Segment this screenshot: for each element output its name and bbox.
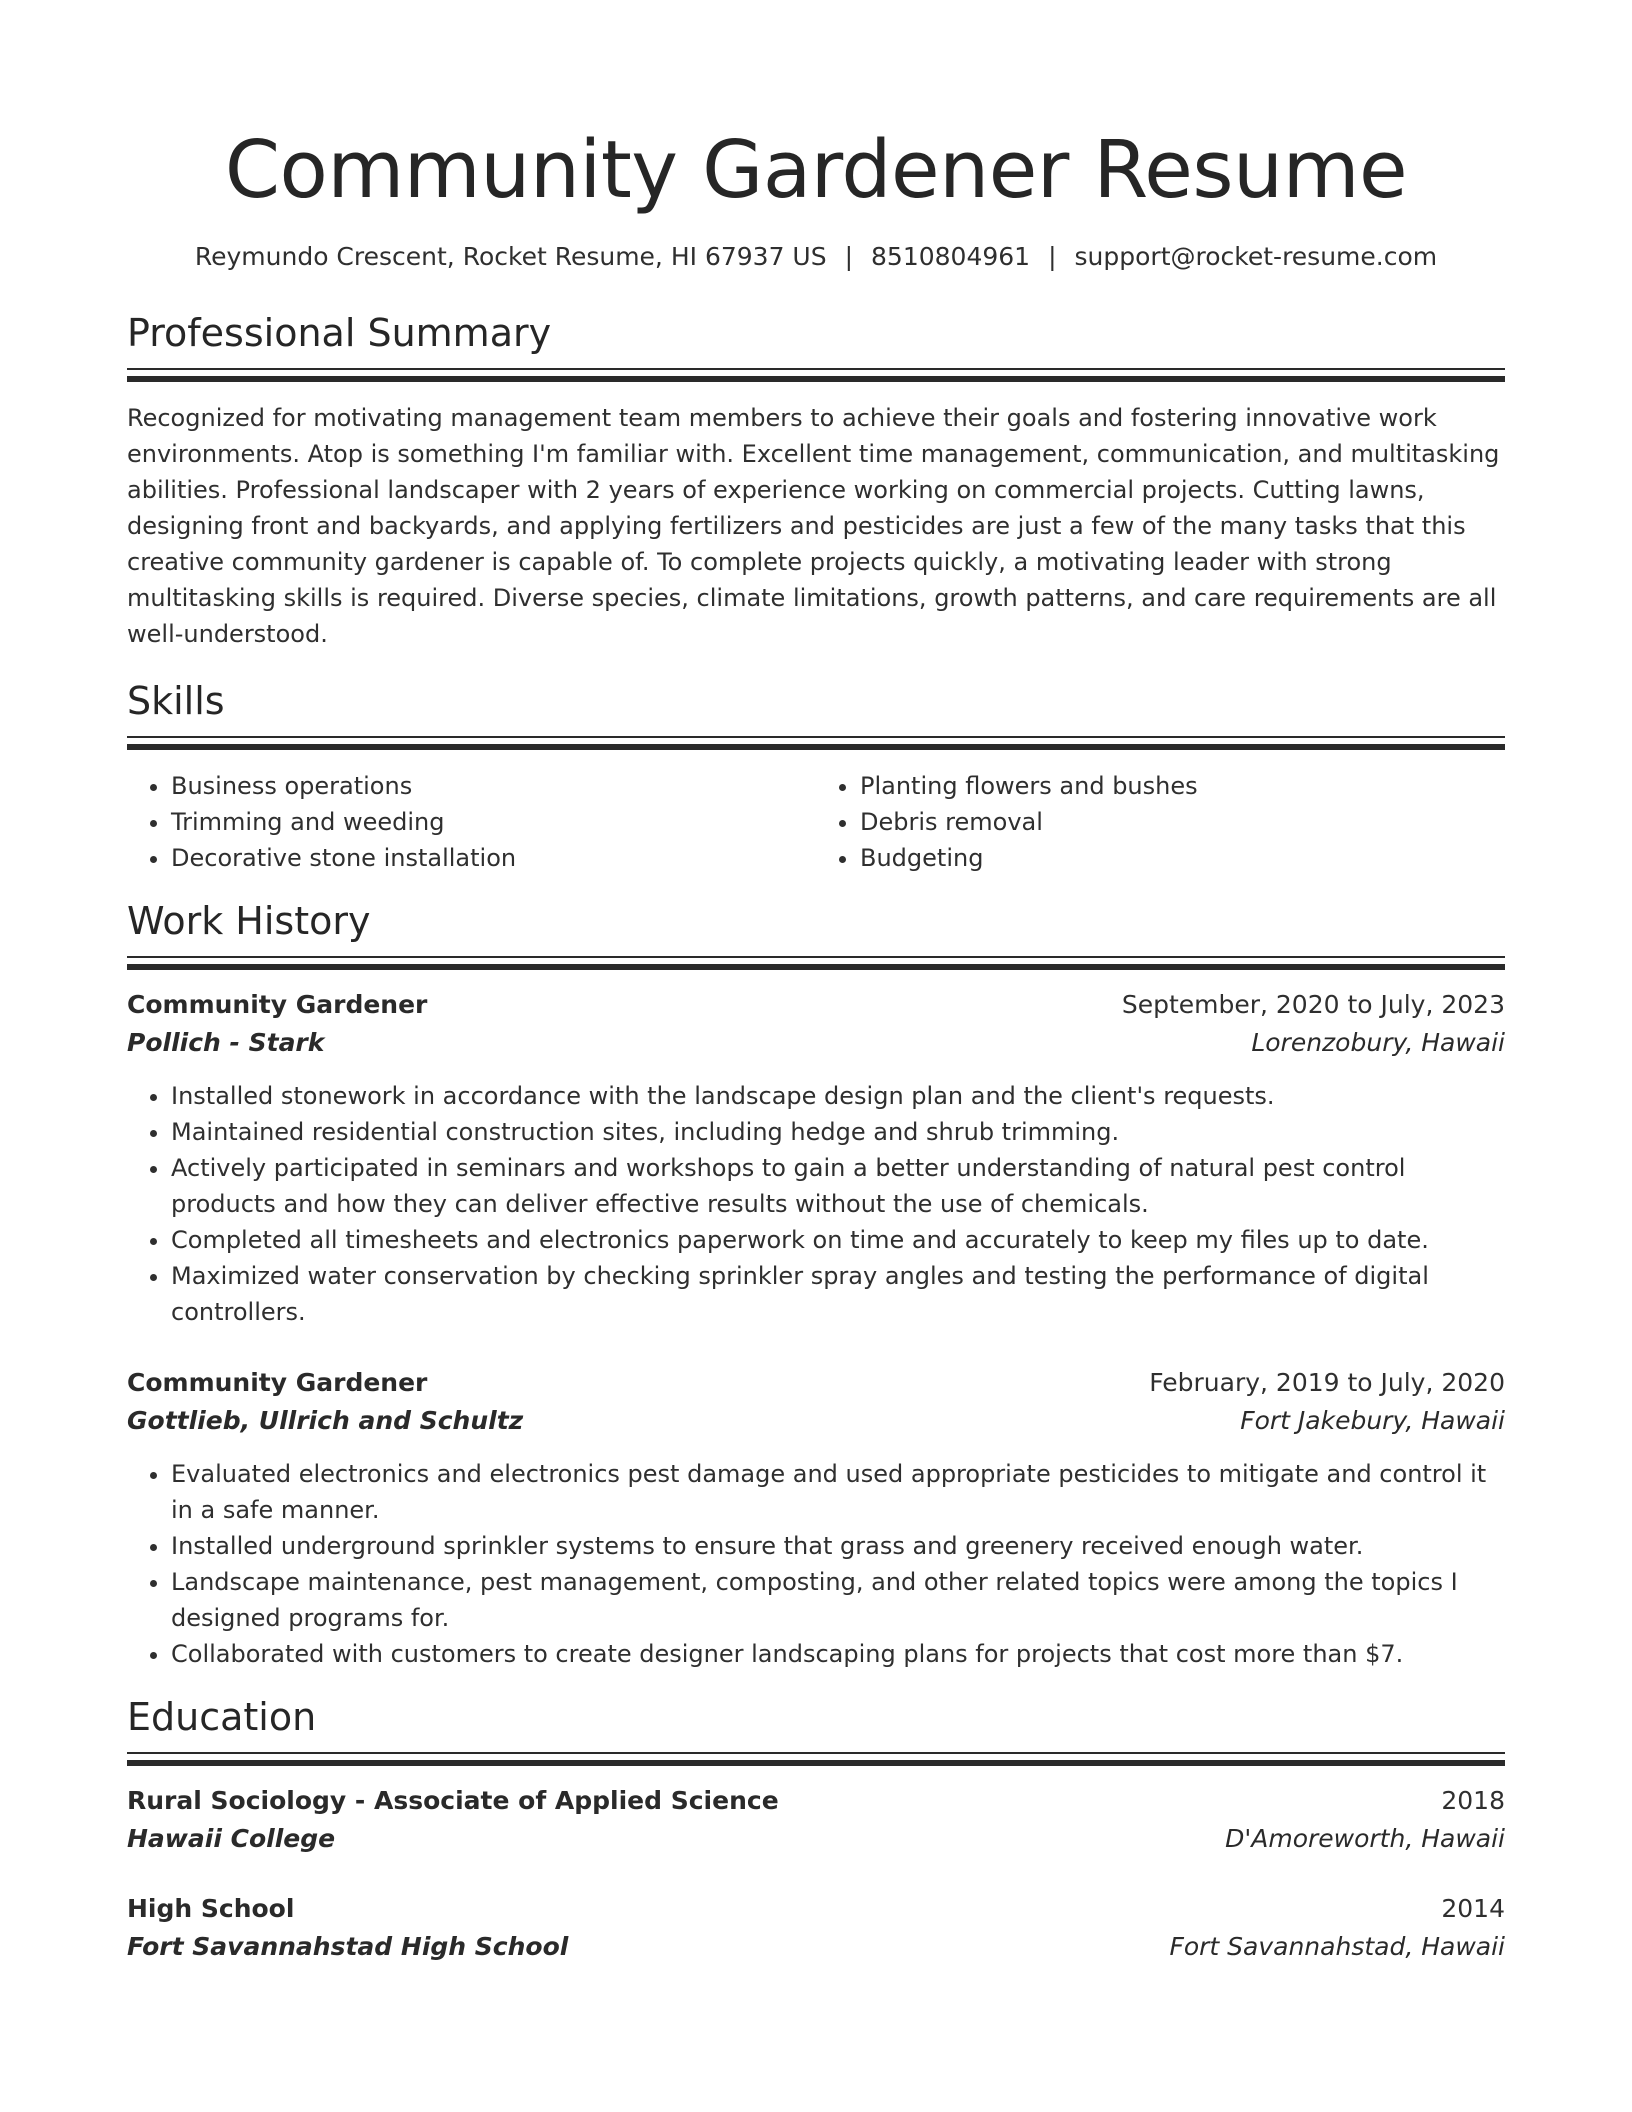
- skills-list: [127, 768, 1505, 876]
- education-year: 2018: [1441, 1786, 1505, 1815]
- section-heading-skills: Skills: [127, 679, 225, 723]
- contact-separator: |: [1048, 242, 1057, 271]
- job-bullet: • Installed underground sprinkler systems to ensure that grass and greenery received enough water.: [171, 1528, 1505, 1564]
- education-degree: High School: [127, 1894, 295, 1923]
- education-header: [127, 1782, 1505, 1820]
- work-section: [127, 898, 1505, 1672]
- education-entry: [127, 1890, 1505, 1966]
- job-location: Lorenzobury, Hawaii: [1251, 1028, 1505, 1057]
- skill-item: • Trimming and weeding: [171, 804, 816, 840]
- contact-phone: 8510804961: [871, 242, 1031, 271]
- job-header: [127, 1364, 1505, 1402]
- job-subheader: [127, 1402, 1505, 1440]
- education-entry: [127, 1782, 1505, 1858]
- summary-section: [127, 310, 1505, 652]
- skills-column-right: [816, 768, 1505, 876]
- education-subheader: [127, 1928, 1505, 1966]
- skills-section: [127, 678, 1505, 876]
- skill-item: • Decorative stone installation: [171, 840, 816, 876]
- contact-line: [127, 240, 1505, 274]
- job-entry: [127, 986, 1505, 1330]
- section-heading-summary: Professional Summary: [127, 311, 552, 355]
- job-bullet: • Maximized water conservation by checking sprinkler spray angles and testing the performance of digital controllers.: [171, 1258, 1505, 1330]
- contact-address: Reymundo Crescent, Rocket Resume, HI 67937 US: [194, 242, 827, 271]
- job-bullets: [127, 1456, 1505, 1672]
- summary-text: Recognized for motivating management team members to achieve their goals and fostering innovative work environments. Atop is something I'm familiar with. Excellent time management, communication, and multitasking abilities. Professional landscaper with 2 years of experience working on commercial projects. Cutting lawns, designing front and backyards, and applying fertilizers and pesticides are just a few of the many tasks that this creative community gardener is capable of. To complete projects quickly, a motivating leader with strong multitasking skills is required. Diverse species, climate limitations, growth patterns, and care requirements are all well-understood.: [127, 404, 1500, 648]
- education-subheader: [127, 1820, 1505, 1858]
- job-subheader: [127, 1024, 1505, 1062]
- skill-item: • Business operations: [171, 768, 816, 804]
- job-dates: September, 2020 to July, 2023: [1121, 990, 1505, 1019]
- contact-email: support@rocket-resume.com: [1074, 242, 1438, 271]
- education-year: 2014: [1441, 1894, 1505, 1923]
- job-bullet: • Actively participated in seminars and workshops to gain a better understanding of natural pest control products and how they can deliver effective results without the use of chemicals.: [171, 1150, 1505, 1222]
- job-bullet: • Landscape maintenance, pest management, composting, and other related topics were among the topics I designed programs for.: [171, 1564, 1505, 1636]
- section-divider: [127, 736, 1505, 750]
- contact-separator: |: [844, 242, 854, 271]
- skill-item: • Planting flowers and bushes: [860, 768, 1505, 804]
- education-location: D'Amoreworth, Hawaii: [1225, 1824, 1505, 1853]
- section-divider: [127, 368, 1505, 382]
- job-bullet: • Collaborated with customers to create designer landscaping plans for projects that cost more than $7.: [171, 1636, 1505, 1672]
- job-title: Community Gardener: [127, 1368, 428, 1397]
- education-section: [127, 1694, 1505, 1966]
- job-location: Fort Jakebury, Hawaii: [1240, 1406, 1505, 1435]
- section-heading-work: Work History: [127, 899, 371, 943]
- section-divider: [127, 1752, 1505, 1766]
- job-header: [127, 986, 1505, 1024]
- education-header: [127, 1890, 1505, 1928]
- job-bullets: [127, 1078, 1505, 1330]
- job-bullet: • Maintained residential construction sites, including hedge and shrub trimming.: [171, 1114, 1505, 1150]
- skills-column-left: [127, 768, 816, 876]
- job-bullet: • Evaluated electronics and electronics pest damage and used appropriate pesticides to mitigate and control it in a safe manner.: [171, 1456, 1505, 1528]
- education-school: Fort Savannahstad High School: [127, 1932, 569, 1961]
- section-divider: [127, 956, 1505, 970]
- education-degree: Rural Sociology - Associate of Applied Science: [127, 1786, 779, 1815]
- skill-item: • Debris removal: [860, 804, 1505, 840]
- job-title: Community Gardener: [127, 990, 428, 1019]
- job-company: Pollich - Stark: [127, 1028, 325, 1057]
- job-dates: February, 2019 to July, 2020: [1149, 1368, 1505, 1397]
- education-location: Fort Savannahstad, Hawaii: [1169, 1932, 1505, 1961]
- resume-title: Community Gardener Resume: [224, 124, 1408, 216]
- education-school: Hawaii College: [127, 1824, 336, 1853]
- job-bullet: • Installed stonework in accordance with the landscape design plan and the client's requests.: [171, 1078, 1505, 1114]
- skill-item: • Budgeting: [860, 840, 1505, 876]
- job-company: Gottlieb, Ullrich and Schultz: [127, 1406, 524, 1435]
- section-heading-education: Education: [127, 1695, 317, 1739]
- job-entry: [127, 1364, 1505, 1672]
- job-bullet: • Completed all timesheets and electronics paperwork on time and accurately to keep my files up to date.: [171, 1222, 1505, 1258]
